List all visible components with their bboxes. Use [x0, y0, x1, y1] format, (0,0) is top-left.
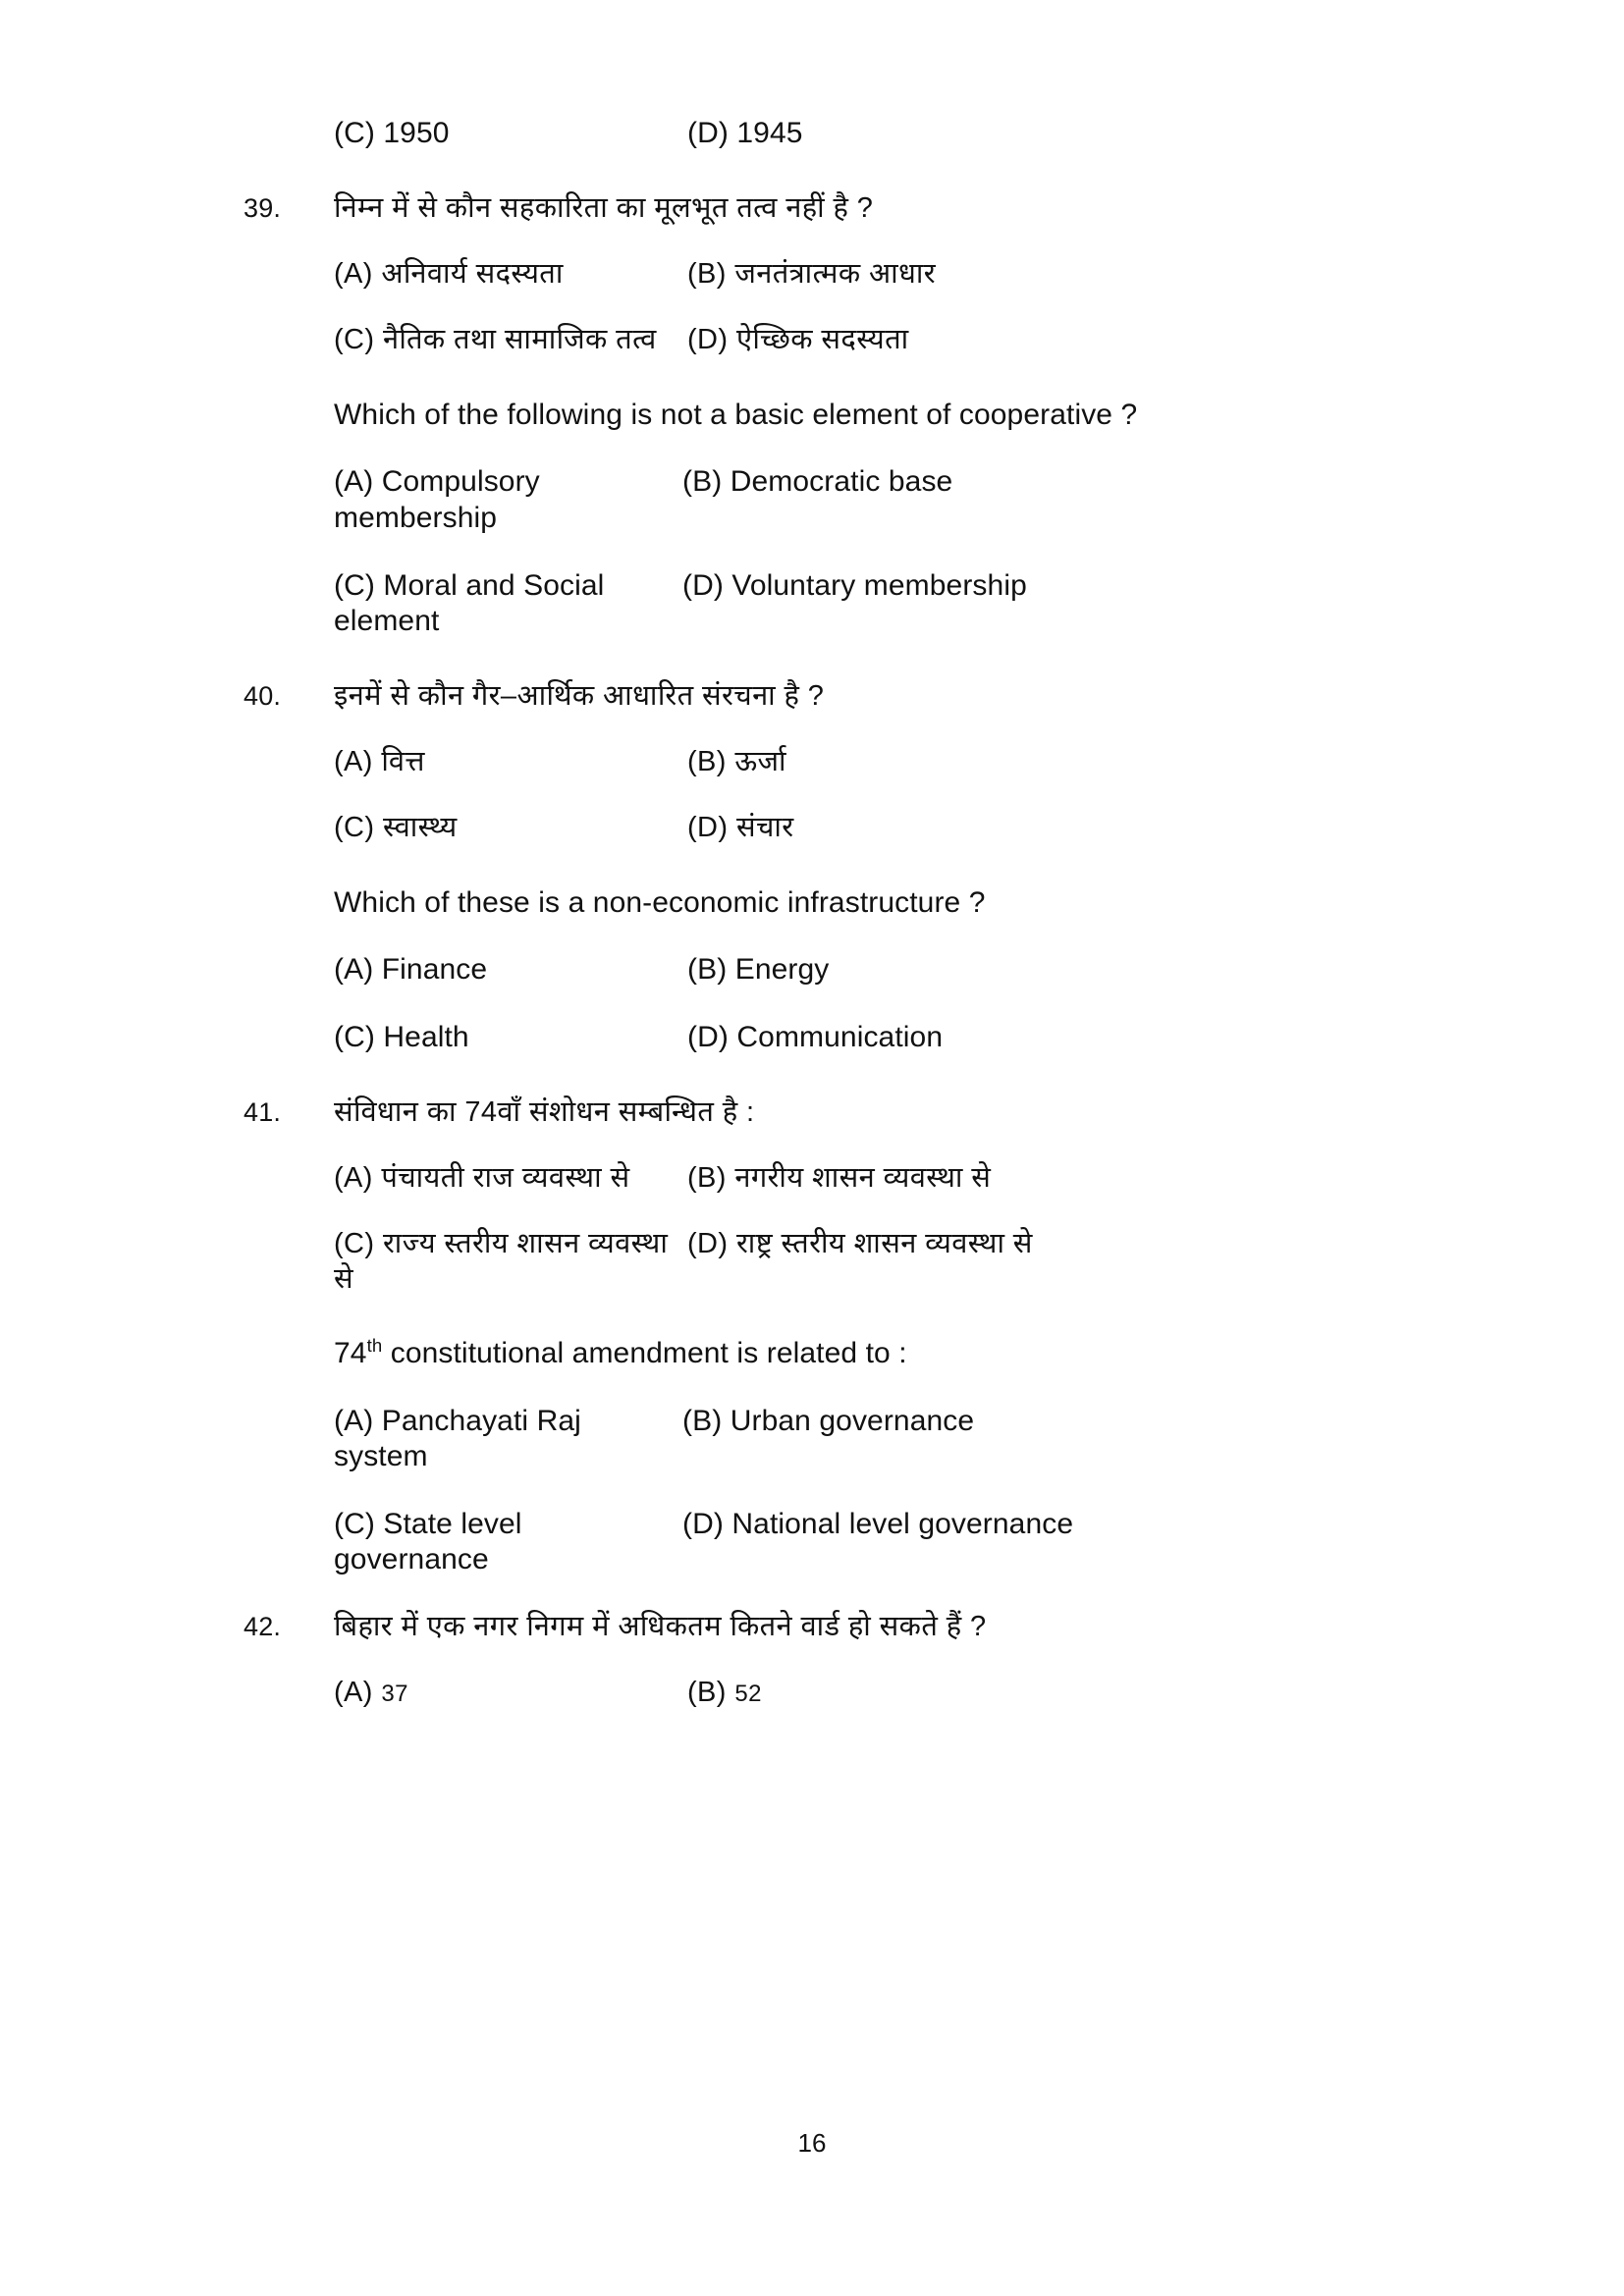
- option-text: 52: [734, 1681, 762, 1708]
- english-option-row-cd: [334, 1020, 1412, 1056]
- question-number: 40.: [244, 680, 282, 711]
- option-text: अनिवार्य सदस्यता: [381, 257, 564, 290]
- spacer: [244, 1578, 1412, 1610]
- option-b: [687, 1161, 1412, 1196]
- question-41: [244, 1095, 1412, 1578]
- option-b: [687, 257, 1412, 292]
- option-text: ऊर्जा: [734, 746, 786, 778]
- option-d: [682, 1507, 1412, 1543]
- option-c: [334, 1227, 687, 1297]
- english-option-row-cd: [334, 568, 1412, 640]
- option-text: नगरीय शासन व्यवस्था से: [734, 1161, 992, 1194]
- page-number: 16: [797, 2128, 827, 2158]
- spacer: [244, 226, 1412, 257]
- option-label: (B): [687, 953, 728, 987]
- option-label: (A): [334, 465, 374, 499]
- option-text: वित्त: [381, 746, 425, 778]
- hindi-option-row-cd: [334, 811, 1412, 845]
- option-label: (C): [334, 568, 375, 602]
- option-c: [334, 116, 687, 152]
- option-text: नैतिक तथा सामाजिक तत्व: [382, 324, 657, 356]
- option-label: (A): [334, 746, 373, 778]
- option-label: (C): [334, 1507, 375, 1540]
- spacer: [334, 846, 1412, 885]
- option-label: (D): [687, 1228, 729, 1260]
- option-text: 1950: [383, 117, 450, 149]
- question-text-english: Which of the following is not a basic element of cooperative ?: [334, 398, 1138, 431]
- spacer: [244, 152, 1412, 191]
- spacer: [244, 1644, 1412, 1676]
- option-text: Voluntary membership: [731, 568, 1027, 602]
- option-a: [334, 1161, 687, 1196]
- spacer: [334, 988, 1412, 1020]
- option-c: [334, 323, 687, 357]
- option-d: [687, 1020, 1412, 1056]
- option-c: [334, 1507, 682, 1578]
- option-text: स्वास्थ्य: [382, 812, 458, 844]
- hindi-option-row-ab: [334, 257, 1412, 292]
- option-label: (D): [687, 1021, 729, 1053]
- spacer: [244, 714, 1412, 745]
- spacer: [334, 292, 1412, 323]
- option-label: (C): [334, 812, 375, 844]
- option-text: Health: [383, 1021, 469, 1053]
- option-d: [687, 323, 1412, 357]
- option-text: संचार: [735, 812, 794, 844]
- option-d: [687, 1227, 1412, 1261]
- option-text: राज्य स्तरीय शासन व्यवस्था से: [334, 1228, 669, 1295]
- hindi-option-row-ab: [334, 1161, 1412, 1196]
- option-text: Moral and Social element: [334, 568, 605, 638]
- option-label: (D): [682, 568, 724, 602]
- option-label: (B): [687, 746, 727, 778]
- option-b: [687, 745, 1412, 779]
- option-label: (A): [334, 1404, 374, 1437]
- option-text: Democratic base: [730, 465, 953, 499]
- option-text: Communication: [736, 1021, 944, 1053]
- option-c: [334, 1020, 687, 1056]
- option-a: [334, 464, 682, 536]
- option-label: (C): [334, 117, 375, 149]
- question-text-hindi: इनमें से कौन गैर–आर्थिक आधारित संरचना है ?: [334, 679, 825, 712]
- option-text: National level governance: [731, 1507, 1074, 1540]
- option-c: [334, 568, 682, 640]
- question-number: 41.: [244, 1096, 282, 1127]
- question-text-hindi: निम्न में से कौन सहकारिता का मूलभूत तत्व नहीं है ?: [334, 191, 874, 224]
- option-text: पंचायती राज व्यवस्था से: [381, 1161, 630, 1194]
- spacer: [334, 433, 1412, 464]
- option-b: [682, 464, 1412, 501]
- option-text: 1945: [736, 117, 803, 149]
- option-a: [334, 1404, 682, 1475]
- option-c: [334, 811, 687, 845]
- option-text: Energy: [734, 953, 830, 987]
- question-42: [244, 1610, 1412, 1711]
- option-label: (B): [682, 465, 723, 499]
- option-text: 37: [381, 1681, 408, 1708]
- option-label: (A): [334, 257, 373, 290]
- option-b: [687, 1676, 1412, 1710]
- option-label: (C): [334, 324, 375, 356]
- option-label: (C): [334, 1228, 375, 1260]
- hindi-option-row-ab: [334, 745, 1412, 779]
- spacer: [244, 640, 1412, 679]
- english-option-row-ab: [334, 1404, 1412, 1475]
- option-label: (C): [334, 1021, 375, 1053]
- option-d: [682, 568, 1412, 605]
- option-label: (A): [334, 1161, 373, 1194]
- spacer: [244, 1056, 1412, 1095]
- page-content: [244, 116, 1412, 1711]
- option-d: [687, 811, 1412, 845]
- option-a: [334, 1676, 687, 1710]
- option-a: [334, 952, 687, 988]
- option-label: (B): [682, 1404, 723, 1437]
- question-text-english: [334, 1336, 1412, 1372]
- spacer: [334, 358, 1412, 398]
- option-text: ऐच्छिक सदस्यता: [735, 324, 909, 356]
- option-label: (B): [687, 1161, 727, 1194]
- question-number: 39.: [244, 192, 282, 223]
- option-row: [334, 116, 1412, 152]
- option-label: (B): [687, 257, 727, 290]
- option-text: राष्ट्र स्तरीय शासन व्यवस्था से: [735, 1228, 1033, 1260]
- question-39: [244, 191, 1412, 640]
- option-text: Urban governance: [730, 1404, 975, 1437]
- hindi-option-row-ab: [334, 1676, 1412, 1710]
- spacer: [334, 921, 1412, 952]
- option-text: Compulsory membership: [334, 465, 540, 534]
- option-text: Panchayati Raj system: [334, 1404, 581, 1473]
- option-text: जनतंत्रात्मक आधार: [734, 257, 937, 290]
- spacer: [244, 1130, 1412, 1161]
- question-40: [244, 679, 1412, 1056]
- spacer: [334, 1196, 1412, 1227]
- english-text-rest: constitutional amendment is related to :: [382, 1337, 907, 1370]
- spacer: [334, 779, 1412, 811]
- option-b: [687, 952, 1412, 988]
- question-text-hindi: बिहार में एक नगर निगम में अधिकतम कितने वार्ड हो सकते हैं ?: [334, 1611, 987, 1643]
- question-number: 42.: [244, 1612, 282, 1642]
- option-d: [687, 116, 1412, 152]
- option-b: [682, 1404, 1412, 1440]
- hindi-option-row-cd: [334, 323, 1412, 357]
- option-label: (D): [687, 117, 729, 149]
- option-label: (D): [687, 812, 729, 844]
- option-label: (D): [687, 324, 729, 356]
- option-label: (B): [687, 1677, 727, 1709]
- question-text-hindi: संविधान का 74वाँ संशोधन सम्बन्धित है :: [334, 1095, 755, 1128]
- option-text: Finance: [381, 953, 488, 987]
- option-a: [334, 257, 687, 292]
- english-option-row-cd: [334, 1507, 1412, 1578]
- option-a: [334, 745, 687, 779]
- ordinal-suffix: th: [366, 1335, 383, 1357]
- option-text: State level governance: [334, 1507, 522, 1576]
- english-option-row-ab: [334, 952, 1412, 988]
- hindi-option-row-cd: [334, 1227, 1412, 1297]
- spacer: [334, 1475, 1412, 1507]
- spacer: [334, 1297, 1412, 1336]
- spacer: [334, 1372, 1412, 1404]
- question-text-english: Which of these is a non-economic infrastructure ?: [334, 885, 986, 919]
- english-option-row-ab: [334, 464, 1412, 536]
- option-label: (A): [334, 1677, 373, 1709]
- option-label: (D): [682, 1507, 724, 1540]
- option-label: (A): [334, 953, 374, 987]
- amendment-number: 74: [334, 1337, 367, 1370]
- carryover-options-row: [244, 116, 1412, 152]
- spacer: [334, 537, 1412, 568]
